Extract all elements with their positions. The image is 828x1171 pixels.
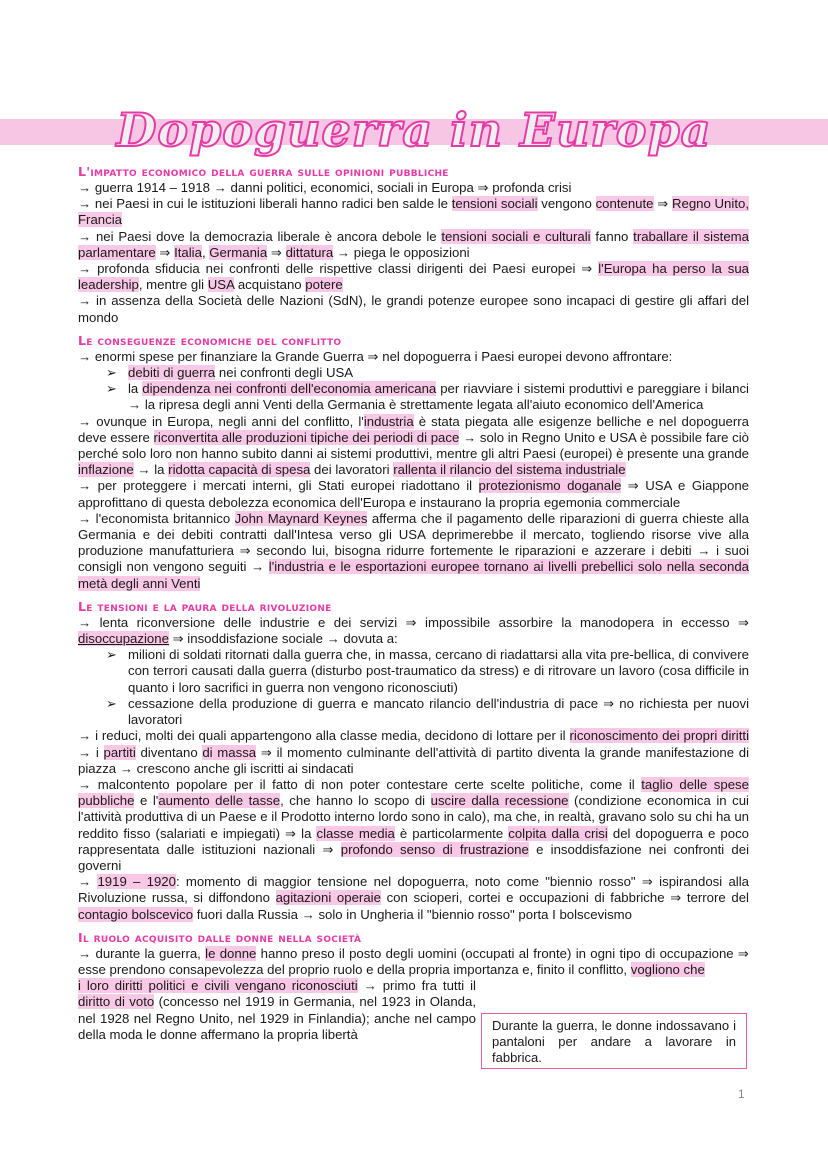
page-title: Dopoguerra in Europa — [116, 103, 712, 157]
text-run: → malcontento popolare per il fatto di non poter contestare certe scelte politiche, come il — [78, 776, 642, 792]
highlighted-text: protezionismo doganale — [478, 478, 622, 494]
text-run: dei lavoratori — [310, 462, 394, 478]
arrow-bullet-icon: ➢ — [106, 381, 118, 397]
highlighted-text: profondo senso di frustrazione — [340, 841, 529, 857]
text-run: è stata piegata alle esigenze belliche e nel dopoguerra deve essere — [78, 413, 749, 445]
highlighted-text: contenute — [595, 196, 654, 212]
text-run: la — [128, 381, 143, 397]
text-run: e l' — [134, 793, 159, 809]
text-run: → ovunque in Europa, negli anni del conflitto, l' — [78, 413, 364, 429]
paragraph — [78, 180, 749, 196]
text-run: , — [201, 244, 210, 260]
highlighted-text: l'industria e le esportazioni europee tornano ai livelli prebellici solo nella seconda metà degli anni Venti — [78, 559, 749, 591]
highlighted-text: inflazione — [78, 462, 134, 478]
note-box: Durante la guerra, le donne indossavano i pantaloni per andare a lavorare in fabbrica. — [481, 1013, 747, 1069]
text-run: ⇒ — [653, 196, 672, 212]
section-heading: L'impatto economico della guerra sulle opinioni pubbliche — [78, 164, 449, 179]
text-run: : momento di maggior tensione nel dopoguerra, noto come "biennio rosso" ⇒ ispirandosi alla Rivoluzione russa, si diffondono — [78, 874, 749, 906]
text-run: per riavviare i sistemi produttivi e pareggiare i bilanci → la ripresa degli anni Venti della Germania è strettamente legata all'aiuto economico dell'America — [128, 381, 749, 413]
text-run: ⇒ il momento culminante dell'attività di partito diventa la grande manifestazione di piazza → crescono anche gli iscritti ai sindacati — [78, 744, 750, 776]
paragraph — [78, 946, 749, 978]
highlighted-text: disoccupazione — [78, 631, 169, 647]
highlighted-text: di massa — [202, 744, 257, 760]
highlighted-text: 1919 – 1920 — [97, 874, 176, 890]
text-run: → guerra 1914 – 1918 → danni politici, economici, sociali in Europa ⇒ profonda crisi — [78, 180, 572, 195]
text-run: , mentre gli — [138, 277, 208, 293]
highlighted-text: contagio bolscevico — [78, 906, 194, 922]
highlighted-text: ridotta capacità di spesa — [168, 462, 311, 478]
text-run: diventano — [135, 744, 203, 760]
text-run: → profonda sfiducia nei confronti delle rispettive classi dirigenti dei Paesi europei ⇒ — [78, 261, 599, 277]
paragraph — [78, 293, 749, 325]
highlighted-text: debiti di guerra — [128, 365, 216, 381]
highlighted-text: USA — [207, 277, 235, 293]
text-run: → nei Paesi in cui le istituzioni liberali hanno radici ben salde le — [78, 196, 452, 212]
bullet-item — [78, 647, 749, 696]
highlighted-text: rallenta il rilancio del sistema industriale — [393, 462, 626, 478]
text-run: (concesso nel 1919 in Germania, nel 1923 in Olanda, nel 1928 nel Regno Unito, nel 1929 in Finlandia); anche nel campo della moda le donne affermano la propria libertà — [78, 994, 476, 1042]
section-heading: Le tensioni e la paura della rivoluzione — [78, 598, 332, 614]
text-run: → primo fra tutti il — [357, 978, 476, 994]
text-run: afferma che il pagamento delle riparazioni di guerra chieste alla Germania e dei debiti contratti dall'Intesa verso gli USA deprimerebbe il mercato, togliendo risorse vive alla produzione manufatturiera ⇒ secondo lui, bisogna ridurre fortemente le riparazioni e azzerare i debiti → i suoi consigli non vengono seguiti → — [78, 510, 750, 575]
text-run: con scioperi, cortei e occupazioni di fabbriche ⇒ terrore del — [380, 890, 749, 906]
text-run: cessazione della produzione di guerra e mancato rilancio dell'industria di pace ⇒ no richiesta per nuovi lavoratori — [128, 695, 749, 728]
highlighted-text: industria — [363, 413, 414, 429]
section-heading: Le conseguenze economiche del conflitto — [78, 332, 342, 348]
text-run: → lenta riconversione delle industrie e dei servizi ⇒ impossibile assorbire la manodopera in eccesso ⇒ — [78, 614, 749, 630]
highlighted-text: riconvertita alle produzioni tipiche dei periodi di pace — [153, 429, 460, 445]
highlighted-text: l'Europa ha perso la sua leadership — [78, 261, 749, 293]
paragraph — [78, 196, 749, 228]
text-run: → l'economista britannico — [78, 510, 235, 526]
highlighted-text: tensioni sociali — [451, 196, 538, 212]
paragraph — [78, 978, 476, 1043]
text-run: → durante la guerra, — [78, 945, 206, 961]
paragraph — [78, 349, 749, 365]
text-run: nei confronti degli USA — [215, 365, 354, 381]
text-run: fanno — [590, 228, 634, 244]
arrow-bullet-icon: ➢ — [106, 695, 118, 711]
arrow-bullet-icon: ➢ — [106, 647, 118, 663]
text-run: è particolarmente — [394, 825, 509, 841]
bullet-item — [78, 365, 749, 381]
text-run: ⇒ insoddisfazione sociale → dovuta a: — [168, 631, 398, 647]
text-run: → nei Paesi dove la democrazia liberale è ancora debole le — [78, 228, 442, 244]
highlighted-text: classe media — [316, 825, 395, 841]
highlighted-text: traballare il sistema parlamentare — [78, 228, 749, 260]
text-run: ⇒ — [155, 244, 175, 260]
text-run: ⇒ — [267, 244, 286, 260]
highlighted-text: vogliono che — [630, 961, 705, 977]
highlighted-text: Italia — [174, 244, 202, 260]
paragraph — [78, 261, 749, 293]
highlighted-text: John Maynard Keynes — [234, 510, 368, 526]
highlighted-text: i loro diritti politici e civili vengano riconosciuti — [78, 978, 358, 994]
highlighted-text: agitazioni operaie — [275, 890, 381, 906]
text-run: milioni di soldati ritornati dalla guerra che, in massa, cercano di riadattarsi alla vita pre-bellica, di convivere con terrori causati dalla guerra (disturbo post-traumatico da stress) e di ritrovare un lavoro (cosa difficile in quanto i loro sacrifici in guerra non vengono riconosciuti) — [128, 647, 749, 695]
highlighted-text: Germania — [209, 244, 268, 260]
text-run: fuori dalla Russia → solo in Ungheria il "biennio rosso" porta I bolscevismo — [193, 906, 633, 922]
text-run: acquistano — [234, 277, 306, 293]
paragraph — [78, 511, 749, 592]
text-run: (condizione economica in cui l'attività produttiva di un Paese e il Prodotto interno lordo sono in calo), ma che, in realtà, gravano solo su chi ha un reddito fisso (salariati e impiegati) ⇒ la — [78, 793, 749, 841]
highlighted-text: aumento delle tasse — [158, 793, 281, 809]
highlighted-text: diritto di voto — [78, 994, 155, 1010]
text-run: → i reduci, molti dei quali appartengono alla classe media, decidono di lottare per il — [78, 728, 570, 744]
text-run: , che hanno lo scopo di — [280, 793, 431, 809]
highlighted-text: dittatura — [285, 244, 334, 260]
highlighted-text: dipendenza nei confronti dell'economia americana — [142, 381, 437, 397]
paragraph — [78, 478, 749, 510]
highlighted-text: tensioni sociali e culturali — [441, 228, 591, 244]
paragraph — [78, 777, 749, 874]
highlighted-text: uscire dalla recessione — [430, 793, 569, 809]
page-number: 1 — [738, 1087, 745, 1101]
bullet-item — [78, 696, 749, 728]
highlighted-text: Regno Unito, Francia — [78, 196, 749, 228]
text-run: → la — [133, 462, 169, 478]
paragraph — [78, 615, 749, 647]
text-run: → i — [78, 744, 104, 760]
text-run: → — [78, 874, 98, 890]
text-run: del dopoguerra e poco rappresentata dalle istituzioni nazionali ⇒ — [78, 825, 750, 857]
text-run: ⇒ USA e Giappone approfittano di questa debolezza economica dell'Europa e instaurano la propria egemonia commerciale — [78, 478, 750, 510]
text-run: vengono — [537, 196, 596, 212]
highlighted-text: riconoscimento dei propri diritti — [569, 728, 749, 744]
text-run: → solo in Regno Unito e USA è possibile fare ciò perché solo loro non hanno subito danni ai sistemi produttivi, mentre gli altri Paesi (europei) è presente una grande — [78, 429, 749, 462]
arrow-bullet-icon: ➢ — [106, 365, 118, 381]
highlighted-text: potere — [305, 277, 343, 293]
highlighted-text: partiti — [103, 744, 136, 760]
text-run: → in assenza della Società delle Nazioni (SdN), le grandi potenze europee sono incapaci di gestire gli affari del mondo — [78, 293, 749, 325]
paragraph — [78, 414, 749, 479]
paragraph — [78, 874, 749, 923]
text-run: → piega le opposizioni — [333, 244, 470, 260]
paragraph — [78, 728, 749, 777]
highlighted-text: taglio delle spese pubbliche — [78, 776, 749, 809]
text-run: → enormi spese per finanziare la Grande Guerra ⇒ nel dopoguerra i Paesi europei devono affrontare: — [78, 348, 673, 364]
paragraph — [78, 229, 749, 261]
highlighted-text: colpita dalla crisi — [508, 825, 608, 841]
text-run: hanno preso il posto degli uomini (occupati al fronte) in ogni tipo di occupazione ⇒ esse prendono consapevolezza del proprio ruolo e della propria importanza e, finito il conflitto, — [78, 945, 749, 977]
text-run: → per proteggere i mercati interni, gli Stati europei riadottano il — [78, 478, 479, 494]
bullet-item — [78, 381, 749, 413]
text-run: e insoddisfazione nei confronti dei governi — [78, 841, 750, 873]
document-body — [78, 163, 749, 1043]
section-heading: Il ruolo acquisito dalle donne nella società — [78, 929, 362, 945]
highlighted-text: le donne — [205, 945, 257, 961]
